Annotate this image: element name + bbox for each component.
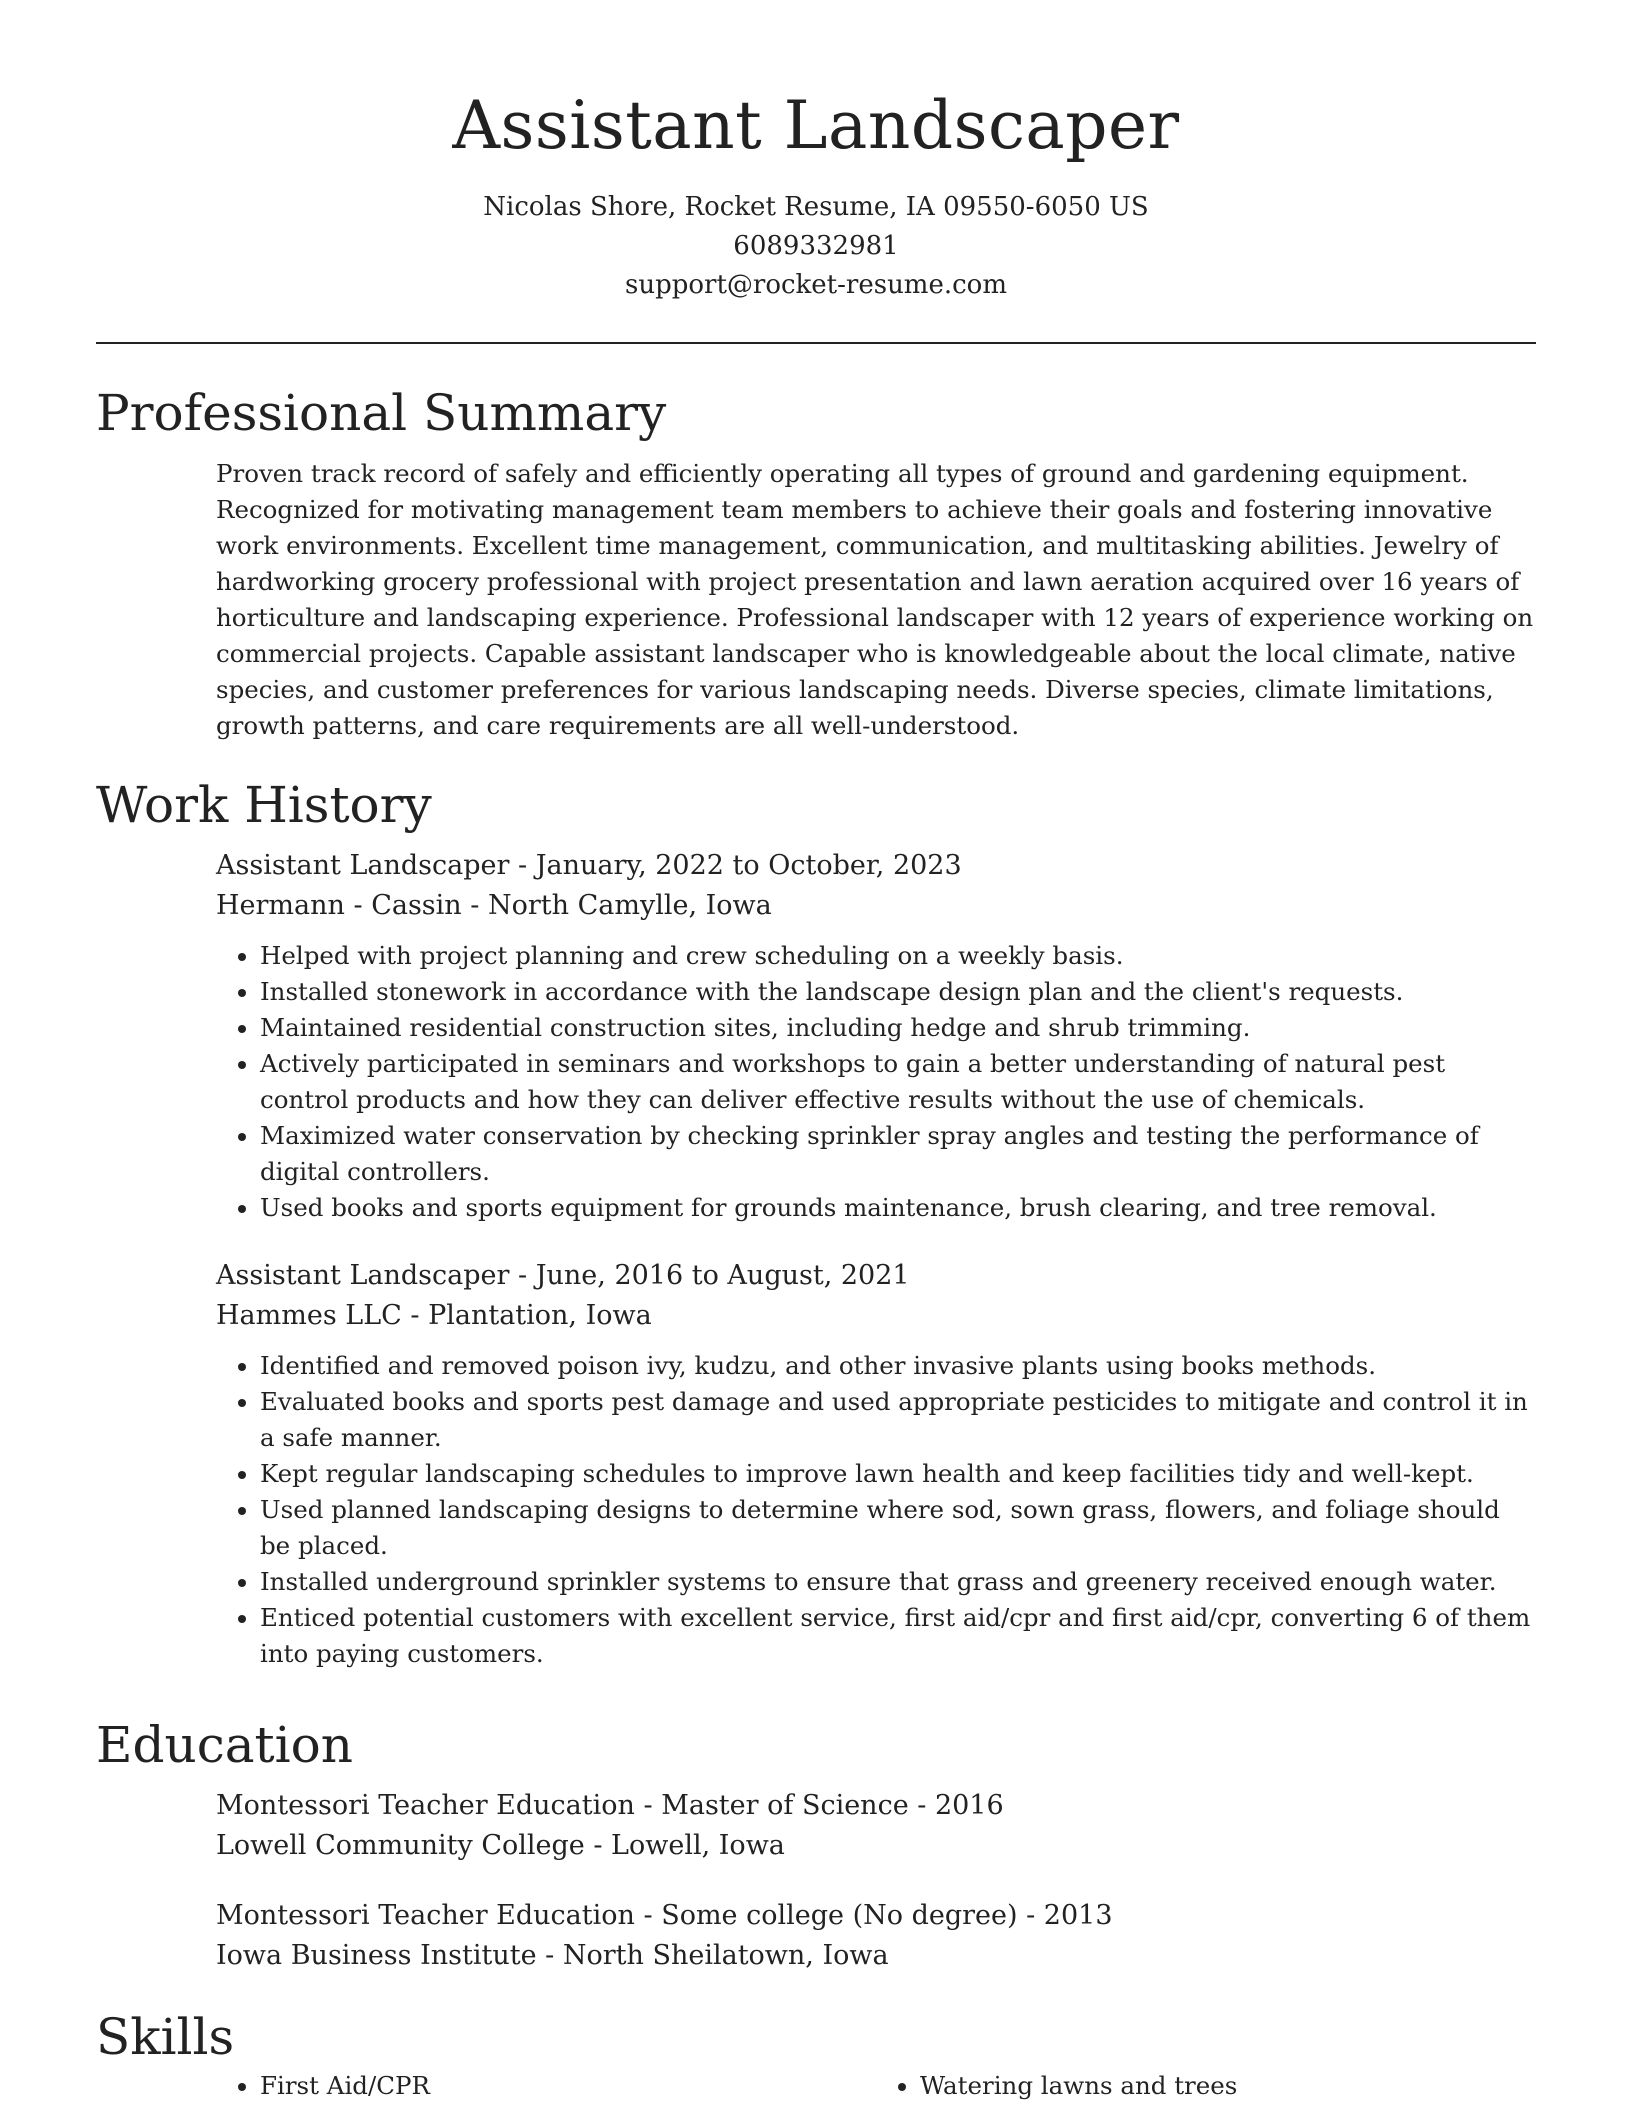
- duty-item: • Maximized water conservation by checking sprinkler spray angles and testing the performance of digital controllers.: [260, 1118, 1536, 1190]
- job-company: Hermann - Cassin - North Camylle, Iowa: [216, 890, 772, 921]
- skills-columns: [216, 2068, 1536, 2104]
- job-heading: Assistant Landscaper - June, 2016 to August, 2021: [216, 1260, 910, 1291]
- job-duties: [216, 1348, 1536, 1672]
- job-entry: [216, 846, 1536, 1226]
- summary-heading: Professional Summary: [96, 384, 667, 442]
- job-company: Hammes LLC - Plantation, Iowa: [216, 1300, 652, 1331]
- education-section: [96, 1714, 1536, 1976]
- duty-item: • Used planned landscaping designs to determine where sod, sown grass, flowers, and foliage should be placed.: [260, 1492, 1536, 1564]
- skill-item: • First Aid/CPR: [260, 2068, 876, 2104]
- contact-phone: 6089332981: [733, 231, 899, 261]
- work-history-body: [216, 846, 1536, 1672]
- education-school: Lowell Community College - Lowell, Iowa: [216, 1830, 785, 1861]
- education-degree: Montessori Teacher Education - Some college (No degree) - 2013: [216, 1900, 1113, 1931]
- education-heading: Education: [96, 1716, 353, 1774]
- job-entry: [216, 1256, 1536, 1672]
- duty-item: • Used books and sports equipment for grounds maintenance, brush clearing, and tree removal.: [260, 1190, 1536, 1226]
- education-entry: [216, 1896, 1536, 1976]
- candidate-name: Assistant Landscaper: [452, 87, 1180, 164]
- duty-item: • Installed stonework in accordance with the landscape design plan and the client's requests.: [260, 974, 1536, 1010]
- duty-item: • Kept regular landscaping schedules to improve lawn health and keep facilities tidy and well-kept.: [260, 1456, 1536, 1492]
- education-body: [216, 1786, 1536, 1976]
- duty-item: • Installed underground sprinkler systems to ensure that grass and greenery received enough water.: [260, 1564, 1536, 1600]
- education-school: Iowa Business Institute - North Sheilatown, Iowa: [216, 1940, 889, 1971]
- skills-heading: Skills: [96, 2008, 235, 2066]
- duty-item: • Helped with project planning and crew scheduling on a weekly basis.: [260, 938, 1536, 974]
- duty-item: • Identified and removed poison ivy, kudzu, and other invasive plants using books methods.: [260, 1348, 1536, 1384]
- duty-item: • Evaluated books and sports pest damage and used appropriate pesticides to mitigate and control it in a safe manner.: [260, 1384, 1536, 1456]
- summary-body: [216, 456, 1536, 744]
- contact-email: support@rocket-resume.com: [624, 270, 1007, 300]
- education-degree: Montessori Teacher Education - Master of Science - 2016: [216, 1790, 1004, 1821]
- duty-item: • Maintained residential construction sites, including hedge and shrub trimming.: [260, 1010, 1536, 1046]
- job-duties: [216, 938, 1536, 1226]
- header-divider: [96, 342, 1536, 344]
- duty-item: • Enticed potential customers with excellent service, first aid/cpr and first aid/cpr, converting 6 of them into paying customers.: [260, 1600, 1536, 1672]
- skill-item: • Watering lawns and trees: [920, 2068, 1536, 2104]
- job-heading: Assistant Landscaper - January, 2022 to October, 2023: [216, 850, 962, 881]
- contact-address: Nicolas Shore, Rocket Resume, IA 09550-6050 US: [483, 192, 1149, 222]
- resume-header: [0, 0, 1632, 305]
- summary-text: Proven track record of safely and efficiently operating all types of ground and gardening equipment. Recognized for motivating management team members to achieve their goals and fostering innovative work environments. Excellent time management, communication, and multitasking abilities. Jewelry of hardworking grocery professional with project presentation and lawn aeration acquired over 16 years of horticulture and landscaping experience. Professional landscaper with 12 years of experience working on commercial projects. Capable assistant landscaper who is knowledgeable about the local climate, native species, and customer preferences for various landscaping needs. Diverse species, climate limitations, growth patterns, and care requirements are all well-understood.: [216, 459, 1534, 740]
- duty-item: • Actively participated in seminars and workshops to gain a better understanding of natural pest control products and how they can deliver effective results without the use of chemicals.: [260, 1046, 1536, 1118]
- skills-list-left: [216, 2068, 876, 2104]
- skills-section: [96, 2006, 1536, 2104]
- skills-body: [216, 2068, 1536, 2104]
- work-history-heading: Work History: [96, 776, 432, 834]
- summary-section: [96, 382, 1536, 744]
- education-entry: [216, 1786, 1536, 1866]
- skills-list-right: [876, 2068, 1536, 2104]
- work-history-section: [96, 774, 1536, 1672]
